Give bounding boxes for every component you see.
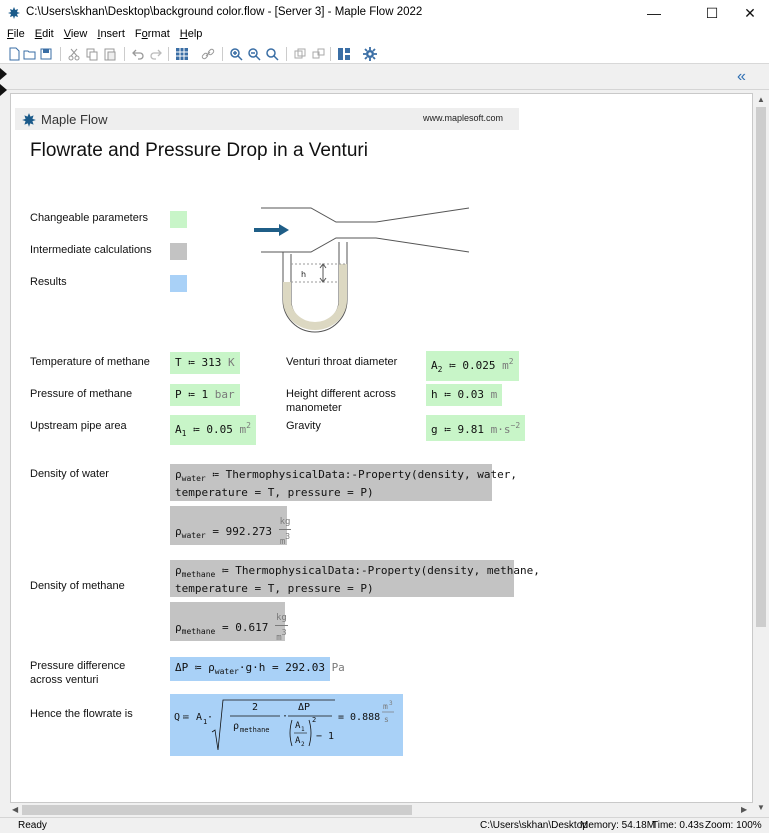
svg-text:2: 2 bbox=[301, 741, 305, 748]
svg-text:A: A bbox=[295, 736, 301, 746]
menu-bar bbox=[0, 26, 769, 44]
svg-text:A: A bbox=[295, 721, 301, 731]
toolbar-separator bbox=[124, 47, 125, 61]
status-time: Time: 0.43s bbox=[652, 820, 704, 831]
toolbar-separator bbox=[286, 47, 287, 61]
paste-icon[interactable] bbox=[102, 46, 118, 62]
result-density-water[interactable]: $\rho_{water} = 992.273$ $\frac{kg}{m3}$ bbox=[170, 506, 287, 545]
maple-leaf-icon bbox=[21, 112, 37, 128]
status-bar bbox=[0, 817, 769, 833]
new-document-icon[interactable] bbox=[6, 46, 22, 62]
side-expand-arrow-icon[interactable] bbox=[0, 68, 7, 80]
label-flowrate: Hence the flowrate is bbox=[30, 708, 133, 720]
zoom-fit-icon[interactable] bbox=[264, 46, 280, 62]
calc-density-water[interactable]: $\rho_{water}$ ≔ ThermophysicalData:-Property(density, water, temperature = T, pressure = P) bbox=[170, 464, 492, 501]
svg-text:Q: Q bbox=[174, 712, 181, 723]
vertical-scroll-thumb[interactable] bbox=[756, 107, 766, 627]
calc-density-methane[interactable]: $\rho_{methane}$ ≔ ThermophysicalData:-Property(density, methane, temperature = T, pressure = P) bbox=[170, 560, 514, 597]
close-button[interactable]: ✕ bbox=[744, 4, 756, 21]
menu-file[interactable]: File bbox=[7, 28, 25, 40]
svg-text:3: 3 bbox=[389, 700, 393, 707]
maximize-button[interactable]: ☐ bbox=[705, 4, 719, 21]
label-density-water: Density of water bbox=[30, 468, 109, 480]
toolbar-separator bbox=[60, 47, 61, 61]
maple-header-band bbox=[15, 108, 519, 130]
menu-help[interactable]: Help bbox=[179, 28, 203, 40]
group-icon[interactable] bbox=[292, 46, 308, 62]
menu-edit[interactable]: Edit bbox=[34, 28, 54, 40]
horizontal-scrollbar[interactable] bbox=[10, 803, 753, 817]
svg-text:A: A bbox=[196, 712, 203, 723]
svg-text:= 0.888: = 0.888 bbox=[338, 712, 381, 723]
result-pressure-difference[interactable]: ΔP ≔ $\rho_{water}\cdot g\cdot h = 292.03$ Pa bbox=[170, 657, 330, 681]
grid-icon[interactable] bbox=[174, 46, 190, 62]
flowrate-formula bbox=[170, 694, 403, 756]
param-label-temperature: Temperature of methane bbox=[30, 356, 150, 368]
param-pressure[interactable]: P ≔ 1 bar bbox=[170, 384, 240, 406]
scroll-up-arrow-icon[interactable]: ▲ bbox=[757, 95, 765, 104]
window-title: C:\Users\skhan\Desktop\background color.flow - [Server 3] - Maple Flow 2022 bbox=[26, 6, 423, 18]
side-expand-arrow-icon[interactable] bbox=[0, 84, 7, 96]
svg-text:1: 1 bbox=[203, 718, 208, 726]
status-memory: Memory: 54.18M bbox=[580, 820, 656, 831]
copy-icon[interactable] bbox=[84, 46, 100, 62]
label-pressure-diff-1: Pressure difference bbox=[30, 660, 126, 672]
venturi-diagram bbox=[251, 202, 473, 334]
scroll-right-arrow-icon[interactable]: ▶ bbox=[741, 805, 748, 814]
cut-icon[interactable] bbox=[66, 46, 82, 62]
svg-text:≔: ≔ bbox=[183, 712, 190, 723]
legend-label-intermediate: Intermediate calculations bbox=[30, 244, 152, 256]
param-temperature[interactable]: T ≔ 313 K bbox=[170, 352, 240, 374]
layout-icon[interactable] bbox=[336, 46, 352, 62]
toolbar bbox=[0, 44, 769, 64]
svg-text:m: m bbox=[383, 702, 388, 711]
svg-text:2: 2 bbox=[252, 702, 259, 713]
param-label-gravity: Gravity bbox=[286, 420, 321, 432]
param-label-area: Upstream pipe area bbox=[30, 420, 127, 432]
label-density-methane: Density of methane bbox=[30, 580, 125, 592]
menu-format[interactable]: Format bbox=[134, 28, 170, 40]
legend-swatch-blue bbox=[170, 275, 187, 292]
menu-insert[interactable]: Insert bbox=[97, 28, 125, 40]
param-throat-diameter[interactable]: $A_2$ ≔ 0.025 $m^2$ bbox=[426, 351, 519, 381]
label-pressure-diff-2: across venturi bbox=[30, 674, 99, 686]
brand-url[interactable]: www.maplesoft.com bbox=[422, 113, 503, 123]
save-icon[interactable] bbox=[38, 46, 54, 62]
vertical-scrollbar[interactable] bbox=[753, 93, 769, 817]
redo-icon[interactable] bbox=[148, 46, 164, 62]
svg-text:1: 1 bbox=[301, 726, 305, 733]
legend-label-results: Results bbox=[30, 276, 67, 288]
legend-swatch-gray bbox=[170, 243, 187, 260]
toolbar-separator bbox=[222, 47, 223, 61]
svg-text:s: s bbox=[384, 715, 389, 724]
collapse-panel-button[interactable]: « bbox=[737, 68, 746, 85]
maple-leaf-icon bbox=[7, 6, 21, 20]
svg-text:methane: methane bbox=[240, 726, 270, 734]
scroll-down-arrow-icon[interactable]: ▼ bbox=[757, 803, 765, 812]
svg-text:2: 2 bbox=[312, 716, 317, 724]
menu-view[interactable]: View bbox=[63, 28, 88, 40]
status-path: C:\Users\skhan\Desktop bbox=[480, 820, 588, 831]
param-label-throat: Venturi throat diameter bbox=[286, 356, 398, 368]
horizontal-scroll-thumb[interactable] bbox=[22, 805, 412, 815]
scroll-left-arrow-icon[interactable]: ◀ bbox=[12, 805, 19, 814]
param-upstream-area[interactable]: $A_1$ ≔ 0.05 $m^2$ bbox=[170, 415, 256, 445]
svg-text:·: · bbox=[282, 711, 289, 722]
toolbar-separator bbox=[168, 47, 169, 61]
open-folder-icon[interactable] bbox=[22, 46, 38, 62]
gear-icon[interactable] bbox=[362, 46, 378, 62]
result-flowrate[interactable] bbox=[170, 694, 403, 756]
status-ready: Ready bbox=[18, 820, 47, 831]
document-canvas[interactable] bbox=[10, 93, 753, 803]
legend-swatch-green bbox=[170, 211, 187, 228]
unit-kg-per-m3: $\frac{kg}{m3}$ bbox=[275, 613, 287, 643]
page-title: Flowrate and Pressure Drop in a Venturi bbox=[30, 140, 368, 161]
zoom-out-icon[interactable] bbox=[246, 46, 262, 62]
param-label-pressure: Pressure of methane bbox=[30, 388, 133, 400]
svg-text:·: · bbox=[207, 712, 214, 723]
undo-icon[interactable] bbox=[130, 46, 146, 62]
svg-text:ρ: ρ bbox=[233, 721, 240, 732]
unit-kg-per-m3: $\frac{kg}{m3}$ bbox=[279, 517, 291, 547]
param-label-height-2: manometer bbox=[286, 402, 342, 414]
manometer-height-label: h bbox=[301, 270, 307, 279]
toolbar-separator bbox=[330, 47, 331, 61]
param-height[interactable]: h ≔ 0.03 m bbox=[426, 384, 502, 406]
svg-text:ΔP: ΔP bbox=[298, 702, 311, 713]
ungroup-icon[interactable] bbox=[310, 46, 326, 62]
zoom-in-icon[interactable] bbox=[228, 46, 244, 62]
status-zoom: Zoom: 100% bbox=[705, 820, 762, 831]
result-density-methane[interactable]: $\rho_{methane} = 0.617$ $\frac{kg}{m3}$ bbox=[170, 602, 285, 641]
param-label-height-1: Height different across bbox=[286, 388, 396, 400]
panel-bar bbox=[0, 66, 769, 90]
svg-text:− 1: − 1 bbox=[316, 731, 335, 742]
param-gravity[interactable]: g ≔ 9.81 $m\cdot s^{-2}$ bbox=[426, 415, 525, 441]
title-bar bbox=[0, 0, 769, 26]
legend-label-changeable: Changeable parameters bbox=[30, 212, 149, 224]
link-icon[interactable] bbox=[200, 46, 216, 62]
brand-name: Maple Flow bbox=[41, 112, 108, 127]
minimize-button[interactable]: — bbox=[647, 5, 661, 21]
